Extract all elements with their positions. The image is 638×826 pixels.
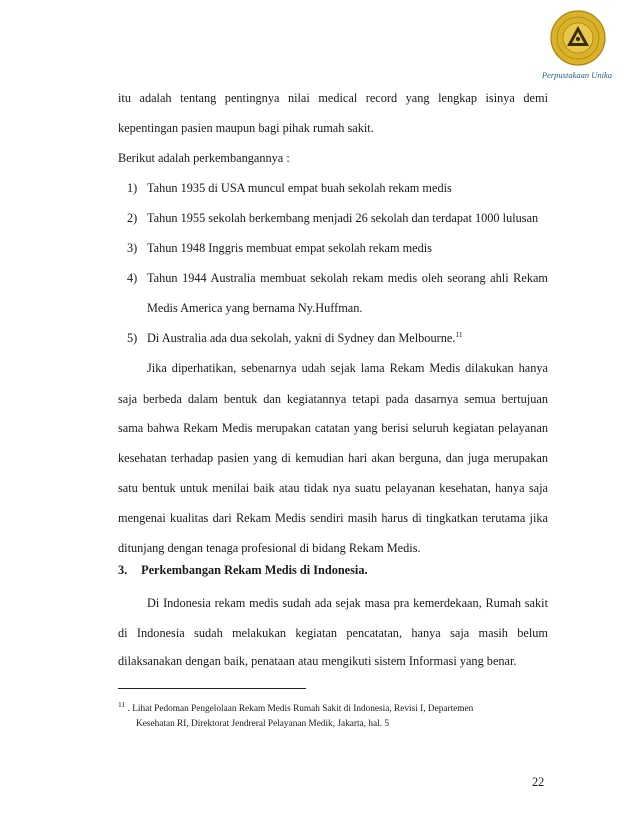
- list-item-text: Di Australia ada dua sekolah, yakni di Sydney dan Melbourne.: [147, 331, 456, 345]
- footnote-line: [118, 699, 474, 715]
- list-item-number: 5): [127, 331, 138, 345]
- footnote-line: Kesehatan RI, Direktorat Jendreral Pelayanan Medik, Jakarta, hal. 5: [136, 719, 389, 729]
- list-item-number: 1): [127, 181, 138, 195]
- list-item-text: Tahun 1944 Australia membuat sekolah rekam medis oleh seorang ahli Rekam: [147, 271, 548, 285]
- list-item-text: Tahun 1935 di USA muncul empat buah sekolah rekam medis: [147, 181, 452, 195]
- list-item-continuation: Medis America yang bernama Ny.Huffman.: [147, 301, 363, 315]
- university-seal-icon: [548, 8, 608, 68]
- section-number: 3.: [118, 563, 128, 577]
- section-heading: [118, 563, 368, 578]
- list-item-text: Tahun 1955 sekolah berkembang menjadi 26 sekolah dan terdapat 1000 lulusan: [147, 211, 539, 225]
- list-item-text: Tahun 1948 Inggris membuat empat sekolah rekam medis: [147, 241, 432, 255]
- list-item-number: 4): [127, 271, 138, 285]
- library-caption: Perpustakaan Unika: [541, 70, 612, 80]
- list-intro: Berikut adalah perkembangannya :: [118, 151, 290, 165]
- paragraph-line: dilaksanakan dengan baik, penataan atau mengikuti sistem Informasi yang benar.: [118, 654, 517, 668]
- paragraph-line: kepentingan pasien maupun bagi pihak rumah sakit.: [118, 121, 374, 135]
- list-item-text-wrapper: [147, 330, 463, 346]
- footnote-text: . Lihat Pedoman Pengelolaan Rekam Medis Rumah Sakit di Indonesia, Revisi I, Departemen: [127, 704, 474, 714]
- section-title: Perkembangan Rekam Medis di Indonesia.: [141, 563, 368, 577]
- list-item-number: 3): [127, 241, 138, 255]
- paragraph-line: di Indonesia sudah melakukan kegiatan pencatatan, hanya saja masih belum: [118, 626, 548, 640]
- footnote-reference: 11: [455, 329, 463, 339]
- paragraph-line: satu bentuk untuk menilai baik atau tidak nya suatu pelayanan kesehatan, hanya saja: [118, 481, 548, 495]
- paragraph-line: sama bahwa Rekam Medis merupakan catatan yang berisi seluruh kegiatan pelayanan: [118, 421, 548, 435]
- paragraph-line: Jika diperhatikan, sebenarnya udah sejak lama Rekam Medis dilakukan hanya: [147, 361, 548, 375]
- paragraph-line: ditunjang dengan tenaga profesional di bidang Rekam Medis.: [118, 541, 421, 555]
- footnote-divider: [118, 688, 306, 689]
- paragraph-line: saja berbeda dalam bentuk dan kegiatannya tetapi pada dasarnya semua bertujuan: [118, 392, 548, 406]
- footnote-marker: 11: [118, 699, 126, 709]
- paragraph-line: kesehatan terhadap pasien yang di kemudian hari akan berguna, dan juga merupakan: [118, 451, 548, 465]
- page-number: 22: [532, 775, 545, 789]
- paragraph-line: itu adalah tentang pentingnya nilai medical record yang lengkap isinya demi: [118, 91, 548, 105]
- list-item-number: 2): [127, 211, 138, 225]
- paragraph-line: mengenai kualitas dari Rekam Medis sendiri masih harus di tingkatkan terutama jika: [118, 511, 548, 525]
- paragraph-line: Di Indonesia rekam medis sudah ada sejak masa pra kemerdekaan, Rumah sakit: [147, 596, 548, 610]
